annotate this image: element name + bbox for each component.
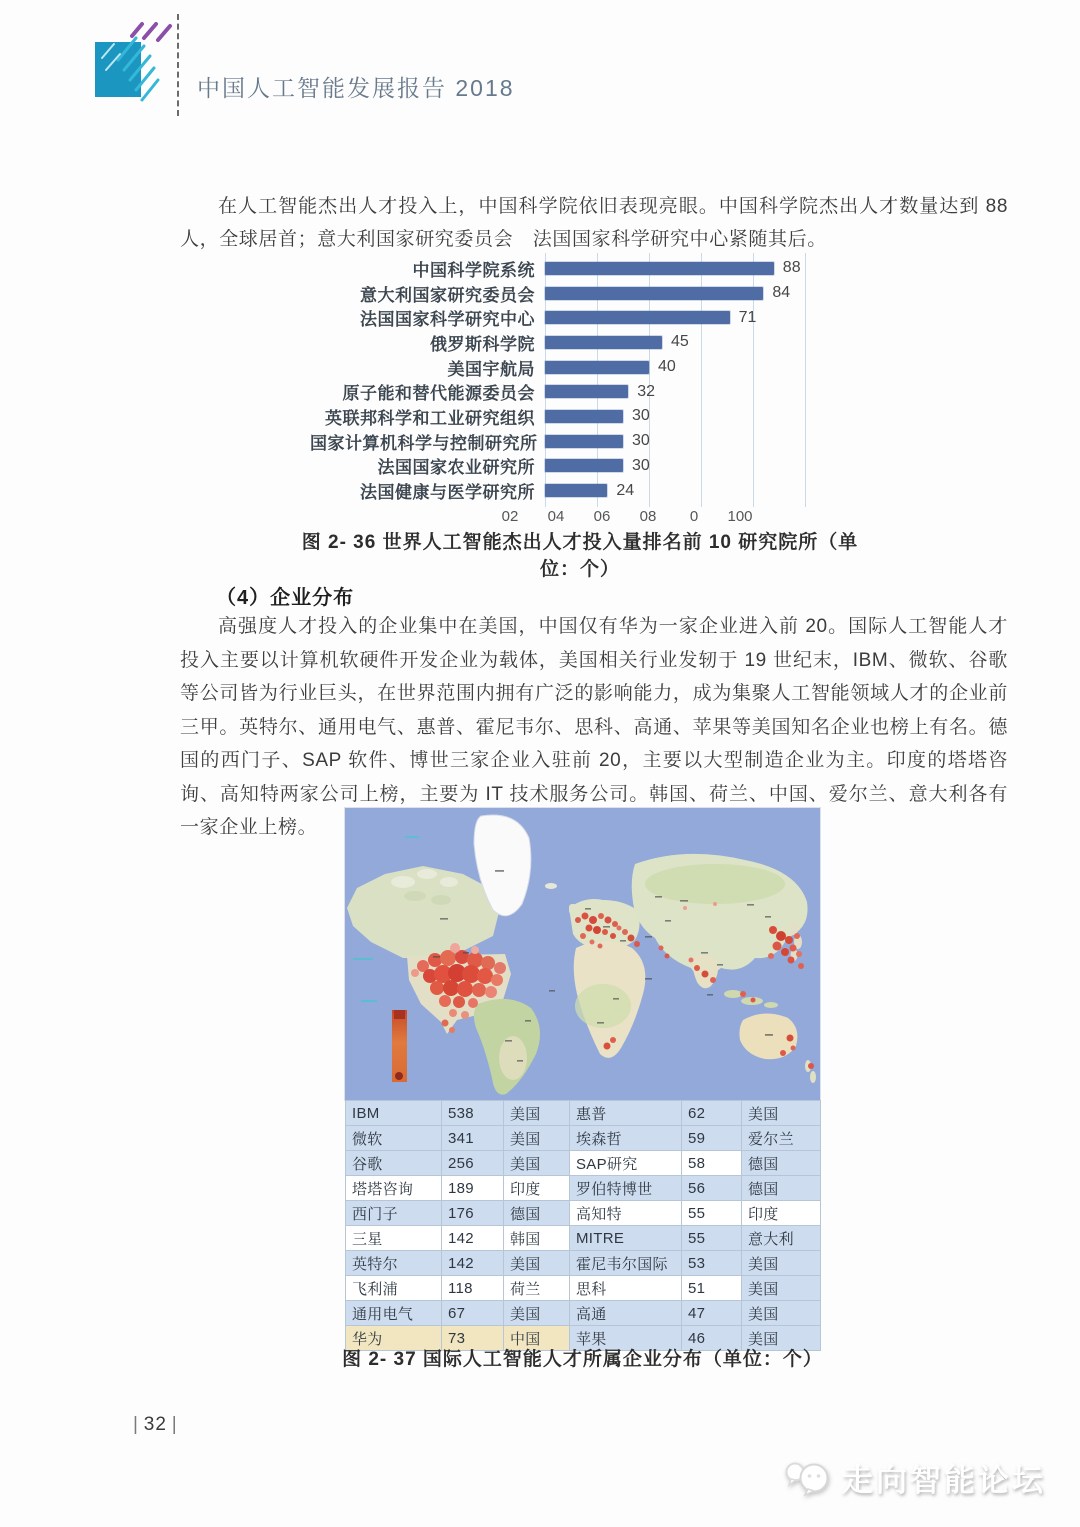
table-row [346,1151,821,1176]
table-cell: 苹果 [570,1326,682,1351]
world-map [345,808,820,1100]
bar [545,484,607,497]
bar [545,435,623,448]
x-axis-tick-label: 02 [501,508,519,525]
table-row [346,1201,821,1226]
bar-value-label: 40 [658,358,676,376]
table-cell: 高通 [570,1301,682,1326]
x-axis-tick-label: 06 [593,508,611,525]
table-cell: 美国 [742,1276,821,1301]
table-cell: 美国 [504,1151,570,1176]
bar-value-label: 30 [632,407,650,425]
bar-value-label: 84 [772,284,791,302]
table-cell: 三星 [346,1226,442,1251]
bar [545,262,774,275]
table-cell: 埃森哲 [570,1126,682,1151]
bar [545,336,662,349]
table-cell: 256 [442,1151,504,1176]
bar-row [310,355,805,380]
table-cell: 华为 [346,1326,442,1351]
table-cell: 341 [442,1126,504,1151]
bar [545,410,623,423]
table-cell: SAP研究 [570,1151,682,1176]
figure-caption-2-36: 图 2- 36 世界人工智能杰出人才投入量排名前 10 研究院所（单位：个） [301,532,859,580]
logo-graphic [88,14,198,124]
table-cell: 英特尔 [346,1251,442,1276]
table-cell: 罗伯特博世 [570,1176,682,1201]
table-row [346,1176,821,1201]
table-cell: 爱尔兰 [742,1126,821,1151]
table-cell: MITRE [570,1226,682,1251]
table-row [346,1276,821,1301]
table-cell: 189 [442,1176,504,1201]
bar-row [310,404,805,429]
table-cell: 思科 [570,1276,682,1301]
logo-square-icon [95,42,141,97]
table-cell: 62 [682,1101,742,1126]
table-cell: 美国 [504,1251,570,1276]
table-cell: 西门子 [346,1201,442,1226]
table-cell: 谷歌 [346,1151,442,1176]
bar-category-label: 法国国家科学研究中心 [360,310,535,330]
table-cell: 美国 [742,1301,821,1326]
page-number-value: 32 [143,1414,167,1435]
page-title: 中国人工智能发展报告 2018 [197,75,515,101]
table-cell: 538 [442,1101,504,1126]
bar-category-label: 国家计算机科学与控制研究所 [310,433,538,453]
table-cell: 通用电气 [346,1301,442,1326]
table-cell: 59 [682,1126,742,1151]
bar [545,361,649,374]
bar-row [310,379,805,404]
bar-category-label: 俄罗斯科学院 [430,334,535,354]
table-row [346,1226,821,1251]
table-cell: 印度 [504,1176,570,1201]
chat-bubbles-icon [782,1458,834,1498]
table-cell: 73 [442,1326,504,1351]
paragraph-talent-intro: 在人工智能杰出人才投入上，中国科学院依旧表现亮眼。中国科学院杰出人才数量达到 88 人，全球居首；意大利国家研究委员会 法国国家科学研究中心紧随其后。 [180,196,1008,250]
table-cell: 高知特 [570,1201,682,1226]
table-cell: 55 [682,1226,742,1251]
bar-row [310,256,805,281]
bar-row [310,429,805,454]
table-row [346,1126,821,1151]
table-cell: 德国 [504,1201,570,1226]
bar-category-label: 原子能和替代能源委员会 [342,384,535,404]
header-divider [177,14,179,116]
table-row [346,1101,821,1126]
paragraph-company-distribution: 高强度人才投入的企业集中在美国，中国仅有华为一家企业进入前 20。国际人工智能人才投入主要以计算机软硬件开发企业为载体，美国相关行业发轫于 19 世纪末，IBM、微软、谷歌等公司皆为行业巨头，在世界范围内拥有广泛的影响能力，成为集聚人工智能领域人才的企业前三甲。英特尔、通用电气、惠普、霍尼韦尔、思科、高通、苹果等美国知名企业也榜上有名。德国的西门子、SAP 软件、博世三家企业入驻前 20，主要以大型制造企业为主。印度的塔塔咨询、高知特两家公司上榜，主要为 IT 技术服务公司。韩国、荷兰、中国、爱尔兰、意大利各有一家企业上榜。 [180,616,1008,838]
company-table [345,1100,821,1351]
x-axis-tick-label: 08 [639,508,657,525]
x-axis-tick-label: 100 [727,508,753,525]
bar-category-label: 美国宇航局 [447,359,535,379]
table-cell: 美国 [504,1126,570,1151]
table-cell: 51 [682,1276,742,1301]
x-axis-tick-label: 0 [689,508,699,525]
table-cell: 美国 [742,1251,821,1276]
bar-row [310,478,805,503]
table-cell: 德国 [742,1151,821,1176]
table-cell: 飞利浦 [346,1276,442,1301]
bar-category-label: 法国国家农业研究所 [377,458,535,478]
table-cell: 微软 [346,1126,442,1151]
bar-chart-figure [310,256,830,556]
table-cell: 美国 [504,1101,570,1126]
bar-row [310,281,805,306]
bar-value-label: 32 [637,382,655,400]
bar-category-label: 英联邦科学和工业研究组织 [325,408,535,428]
table-cell: 142 [442,1226,504,1251]
bar-chart [310,256,805,503]
report-logo [88,14,198,124]
bar-category-label: 中国科学院系统 [412,260,535,280]
table-cell: 惠普 [570,1101,682,1126]
bar-value-label: 24 [616,481,635,499]
bar [545,385,628,398]
table-cell: IBM [346,1101,442,1126]
bar-value-label: 30 [632,432,650,450]
bar [545,459,623,472]
table-cell: 56 [682,1176,742,1201]
bar-value-label: 71 [738,308,757,326]
table-cell: 142 [442,1251,504,1276]
table-cell: 176 [442,1201,504,1226]
table-cell: 67 [442,1301,504,1326]
watermark-text: 走向智能论坛 [842,1463,1046,1498]
table-cell: 韩国 [504,1226,570,1251]
table-cell: 塔塔咨询 [346,1176,442,1201]
figure-caption-2-37: 图 2- 37 国际人工智能人才所属企业分布（单位：个） [342,1349,823,1370]
bar [545,311,730,324]
table-cell: 美国 [504,1301,570,1326]
table-cell: 118 [442,1276,504,1301]
bar-row [310,330,805,355]
table-cell: 意大利 [742,1226,821,1251]
table-cell: 德国 [742,1176,821,1201]
bar [545,287,763,300]
map-heat-legend [392,1010,407,1082]
table-cell: 荷兰 [504,1276,570,1301]
table-cell: 印度 [742,1201,821,1226]
bar-category-label: 意大利国家研究委员会 [360,285,535,305]
table-cell: 58 [682,1151,742,1176]
page-number: | 32 | [133,1414,178,1435]
table-cell: 美国 [742,1101,821,1126]
table-row [346,1301,821,1326]
table-cell: 中国 [504,1326,570,1351]
table-cell: 55 [682,1201,742,1226]
table-cell: 46 [682,1326,742,1351]
bar-value-label: 30 [632,456,650,474]
table-cell: 美国 [742,1326,821,1351]
bar-value-label: 88 [782,259,801,277]
table-cell: 47 [682,1301,742,1326]
section-heading-company-distribution: （4）企业分布 [216,587,355,609]
forum-watermark [782,1455,1046,1500]
bar-value-label: 45 [671,333,689,351]
world-map-graphic [345,808,820,1100]
table-cell: 53 [682,1251,742,1276]
table-cell: 霍尼韦尔国际 [570,1251,682,1276]
bar-row [310,305,805,330]
bar-row [310,454,805,479]
gridline [805,253,806,507]
bar-category-label: 法国健康与医学研究所 [360,483,535,503]
x-axis-tick-label: 04 [547,508,565,525]
table-row [346,1251,821,1276]
